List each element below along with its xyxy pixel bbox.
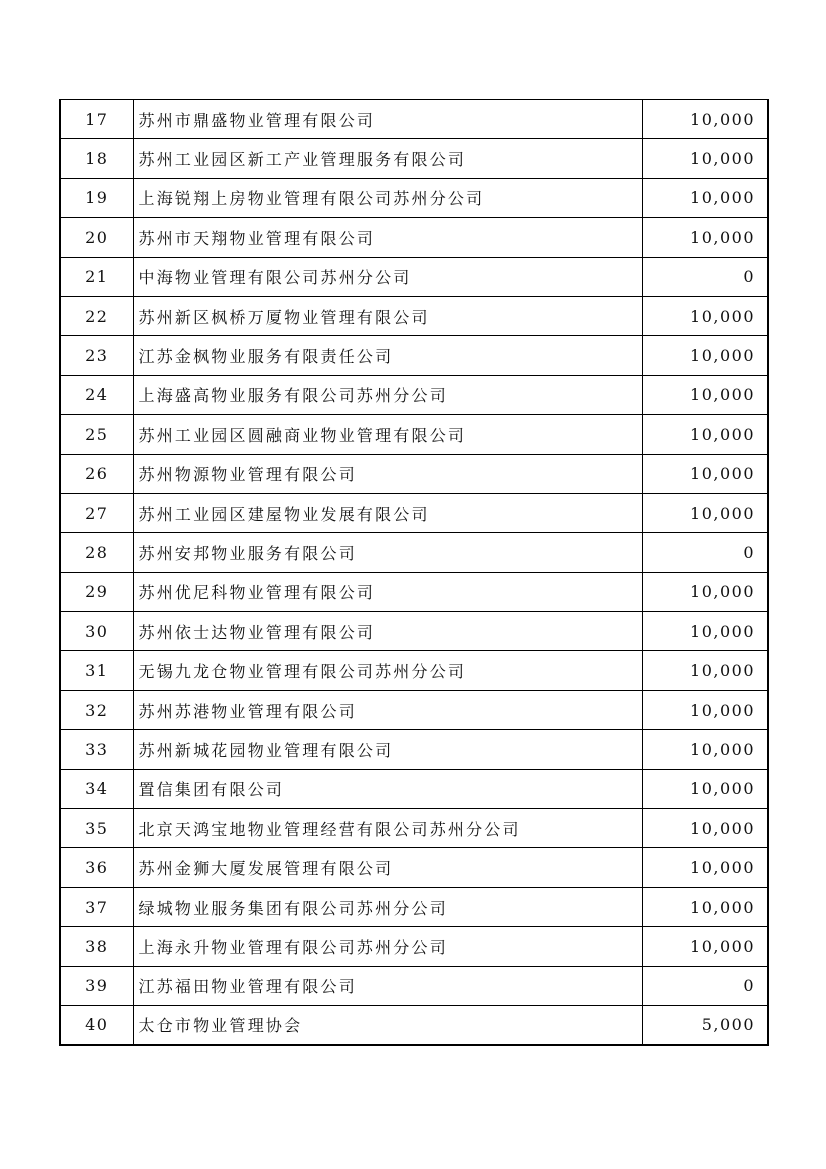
- amount-cell: 10,000: [642, 690, 768, 729]
- row-number-cell: 22: [60, 296, 133, 335]
- table-row: [60, 730, 768, 769]
- amount-cell: 10,000: [642, 769, 768, 808]
- amount-cell: 5,000: [642, 1005, 768, 1044]
- table-row: [60, 651, 768, 690]
- table-row: [60, 1005, 768, 1044]
- amount-cell: 10,000: [642, 730, 768, 769]
- row-number-cell: 18: [60, 139, 133, 178]
- row-number-cell: 34: [60, 769, 133, 808]
- row-number-cell: 33: [60, 730, 133, 769]
- row-number-cell: 38: [60, 927, 133, 966]
- table-row: [60, 690, 768, 729]
- table-row: [60, 572, 768, 611]
- company-name-cell: 上海永升物业管理有限公司苏州分公司: [133, 927, 642, 966]
- row-number-cell: 32: [60, 690, 133, 729]
- row-number-cell: 24: [60, 375, 133, 414]
- table-row: [60, 927, 768, 966]
- amount-cell: 0: [642, 533, 768, 572]
- table-row: [60, 848, 768, 887]
- amount-cell: 10,000: [642, 375, 768, 414]
- amount-cell: 10,000: [642, 296, 768, 335]
- company-name-cell: 苏州工业园区建屋物业发展有限公司: [133, 493, 642, 532]
- table-row: [60, 533, 768, 572]
- amount-cell: 10,000: [642, 415, 768, 454]
- company-name-cell: 苏州安邦物业服务有限公司: [133, 533, 642, 572]
- table-row: [60, 809, 768, 848]
- row-number-cell: 19: [60, 178, 133, 217]
- table-row: [60, 612, 768, 651]
- amount-cell: 10,000: [642, 887, 768, 926]
- table-row: [60, 100, 768, 139]
- table-body: [60, 100, 768, 1045]
- row-number-cell: 23: [60, 336, 133, 375]
- company-name-cell: 苏州工业园区圆融商业物业管理有限公司: [133, 415, 642, 454]
- row-number-cell: 27: [60, 493, 133, 532]
- company-name-cell: 苏州市鼎盛物业管理有限公司: [133, 100, 642, 139]
- row-number-cell: 40: [60, 1005, 133, 1044]
- donation-table-container: [59, 99, 767, 1046]
- amount-cell: 10,000: [642, 927, 768, 966]
- amount-cell: 10,000: [642, 572, 768, 611]
- row-number-cell: 37: [60, 887, 133, 926]
- row-number-cell: 36: [60, 848, 133, 887]
- amount-cell: 10,000: [642, 651, 768, 690]
- company-name-cell: 苏州物源物业管理有限公司: [133, 454, 642, 493]
- company-name-cell: 江苏金枫物业服务有限责任公司: [133, 336, 642, 375]
- company-name-cell: 苏州工业园区新工产业管理服务有限公司: [133, 139, 642, 178]
- company-name-cell: 苏州市天翔物业管理有限公司: [133, 218, 642, 257]
- amount-cell: 10,000: [642, 336, 768, 375]
- row-number-cell: 31: [60, 651, 133, 690]
- table-row: [60, 493, 768, 532]
- row-number-cell: 26: [60, 454, 133, 493]
- row-number-cell: 20: [60, 218, 133, 257]
- row-number-cell: 35: [60, 809, 133, 848]
- company-name-cell: 北京天鸿宝地物业管理经营有限公司苏州分公司: [133, 809, 642, 848]
- company-name-cell: 中海物业管理有限公司苏州分公司: [133, 257, 642, 296]
- amount-cell: 10,000: [642, 809, 768, 848]
- table-row: [60, 257, 768, 296]
- company-name-cell: 苏州苏港物业管理有限公司: [133, 690, 642, 729]
- row-number-cell: 39: [60, 966, 133, 1005]
- amount-cell: 0: [642, 257, 768, 296]
- company-name-cell: 苏州优尼科物业管理有限公司: [133, 572, 642, 611]
- table-row: [60, 336, 768, 375]
- table-row: [60, 454, 768, 493]
- row-number-cell: 17: [60, 100, 133, 139]
- amount-cell: 10,000: [642, 493, 768, 532]
- company-name-cell: 太仓市物业管理协会: [133, 1005, 642, 1044]
- row-number-cell: 21: [60, 257, 133, 296]
- company-name-cell: 无锡九龙仓物业管理有限公司苏州分公司: [133, 651, 642, 690]
- amount-cell: 10,000: [642, 218, 768, 257]
- table-row: [60, 415, 768, 454]
- company-name-cell: 上海盛高物业服务有限公司苏州分公司: [133, 375, 642, 414]
- table-row: [60, 375, 768, 414]
- row-number-cell: 29: [60, 572, 133, 611]
- company-name-cell: 江苏福田物业管理有限公司: [133, 966, 642, 1005]
- table-row: [60, 218, 768, 257]
- table-row: [60, 139, 768, 178]
- company-name-cell: 苏州金狮大厦发展管理有限公司: [133, 848, 642, 887]
- amount-cell: 10,000: [642, 100, 768, 139]
- amount-cell: 10,000: [642, 454, 768, 493]
- amount-cell: 10,000: [642, 848, 768, 887]
- company-name-cell: 置信集团有限公司: [133, 769, 642, 808]
- table-row: [60, 966, 768, 1005]
- table-row: [60, 178, 768, 217]
- company-name-cell: 上海锐翔上房物业管理有限公司苏州分公司: [133, 178, 642, 217]
- company-name-cell: 绿城物业服务集团有限公司苏州分公司: [133, 887, 642, 926]
- company-name-cell: 苏州新区枫桥万厦物业管理有限公司: [133, 296, 642, 335]
- table-row: [60, 296, 768, 335]
- amount-cell: 0: [642, 966, 768, 1005]
- company-name-cell: 苏州新城花园物业管理有限公司: [133, 730, 642, 769]
- table-row: [60, 769, 768, 808]
- table-row: [60, 887, 768, 926]
- donation-table: [59, 99, 769, 1046]
- amount-cell: 10,000: [642, 139, 768, 178]
- amount-cell: 10,000: [642, 612, 768, 651]
- company-name-cell: 苏州依士达物业管理有限公司: [133, 612, 642, 651]
- amount-cell: 10,000: [642, 178, 768, 217]
- row-number-cell: 30: [60, 612, 133, 651]
- row-number-cell: 25: [60, 415, 133, 454]
- row-number-cell: 28: [60, 533, 133, 572]
